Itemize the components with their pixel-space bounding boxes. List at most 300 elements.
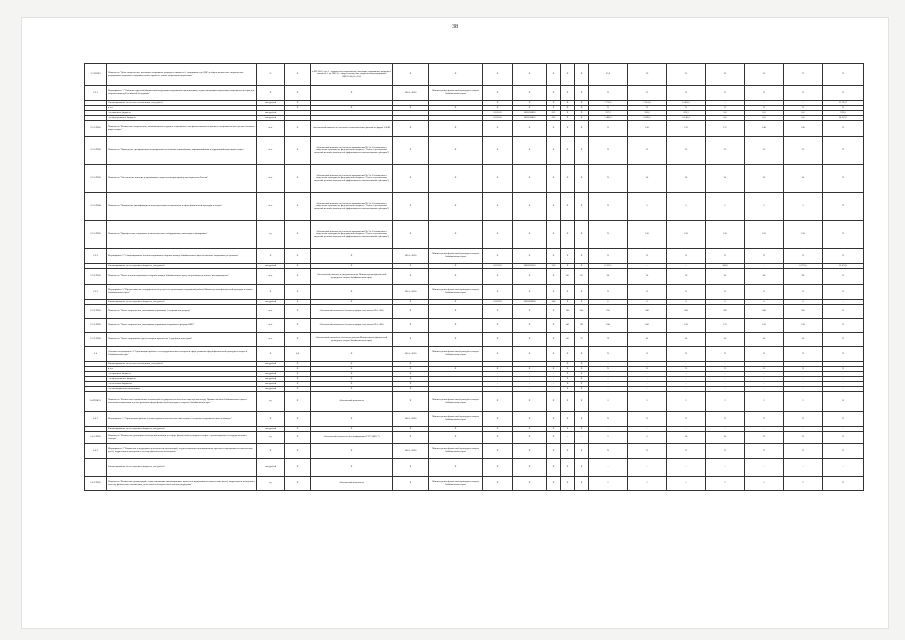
- row-period: X: [393, 269, 429, 285]
- row-method: X: [311, 444, 393, 459]
- row-description: Мероприятие 1 "Организация работы с целью привлечения частных инвесторов к созданию спортивных школ в кампусе": [107, 412, 257, 427]
- row-period: X: [393, 459, 429, 477]
- row-base-2: X: [575, 106, 589, 111]
- row-base-1: X: [561, 285, 575, 300]
- row-value-4: 250: [706, 305, 745, 319]
- row-description: Показатель "Количество спортсменов, занимающихся в группах спортивного совершенствования и высшего спортивного мастерства в базовых видах спорта": [107, 121, 257, 137]
- row-kbk-csr: X: [513, 249, 547, 264]
- row-value-5: X: [745, 285, 784, 300]
- row-kbk-vr: X: [547, 367, 561, 372]
- table-row: [85, 305, 864, 319]
- row-period: X: [393, 432, 429, 444]
- row-period: 2014 - 2020: [393, 412, 429, 427]
- row-period: X: [393, 372, 429, 377]
- row-kbk-csr: X: [513, 477, 547, 491]
- row-value-5: -: [745, 459, 784, 477]
- row-code: 2.3.1 ПМ4: [85, 193, 107, 221]
- row-value-7: 913,0: [823, 111, 864, 116]
- row-description: Мероприятие 1 "Оказание адресной финансовой поддержки спортивным организациям, осуществляющим подготовку спортивного резерва для сборных команд Российской Федерации": [107, 86, 257, 101]
- row-kbk-vr: -: [547, 382, 561, 387]
- row-description: Финансирование за счет краевого бюджета, тыс.рублей: [107, 427, 257, 432]
- row-code: 2.3.1: [85, 86, 107, 101]
- row-kbk-csr: X: [513, 165, 547, 193]
- row-value-6: 30: [784, 165, 823, 193]
- row-base-2: X: [575, 387, 589, 392]
- row-kbk-vr: X: [547, 305, 561, 319]
- row-description: Показатель "Приобретение спортивно-технологического оборудования, инвентаря и экипировки": [107, 221, 257, 249]
- row-value-5: X: [745, 412, 784, 427]
- row-value-5: X: [745, 367, 784, 372]
- row-value-6: 35: [784, 137, 823, 165]
- row-kbk-csr: X: [513, 193, 547, 221]
- row-kbk-grbs: X: [483, 165, 513, 193]
- row-value-2: 43: [628, 333, 667, 347]
- row-base-2: X: [575, 221, 589, 249]
- row-weight: X: [285, 444, 311, 459]
- row-value-7: X: [823, 477, 864, 491]
- row-unit: тыс.рублей: [257, 372, 285, 377]
- row-value-5: 30: [745, 165, 784, 193]
- row-kbk-vr: X: [547, 121, 561, 137]
- row-responsible: X: [429, 193, 483, 221]
- row-value-6: X: [784, 412, 823, 427]
- row-value-4: -: [706, 427, 745, 432]
- row-value-5: 90: [745, 269, 784, 285]
- row-value-1: X: [589, 367, 628, 372]
- row-value-5: 2: [745, 477, 784, 491]
- row-kbk-grbs: X: [483, 101, 513, 106]
- row-kbk-grbs: X: [483, 427, 513, 432]
- row-kbk-vr: X: [547, 432, 561, 444]
- row-description: Показатель "Количество договоров спонсорской помощи и в сфере физической культуры и спорта с организациями негосударственного сектора": [107, 432, 257, 444]
- row-code: 2.3.1 ПМ5: [85, 221, 107, 249]
- row-base-2: 85: [575, 269, 589, 285]
- row-base-1: 241: [561, 319, 575, 333]
- table-row: [85, 221, 864, 249]
- row-value-6: X: [784, 444, 823, 459]
- row-value-6: -: [784, 377, 823, 382]
- table-row: [85, 432, 864, 444]
- row-unit: тыс.рублей: [257, 362, 285, 367]
- row-unit: тыс.рублей: [257, 459, 285, 477]
- row-kbk-vr: X: [547, 427, 561, 432]
- row-period: 2014 - 2020: [393, 86, 429, 101]
- row-value-3: 150: [667, 221, 706, 249]
- row-unit: тыс.рублей: [257, 101, 285, 106]
- row-value-3: -: [667, 459, 706, 477]
- row-value-5: X: [745, 444, 784, 459]
- row-value-5: -: [745, 372, 784, 377]
- row-value-1: X: [589, 121, 628, 137]
- row-base-1: X: [561, 137, 575, 165]
- row-weight: X: [285, 362, 311, 367]
- row-value-3: 323,2: [667, 111, 706, 116]
- row-weight: X: [285, 459, 311, 477]
- row-value-4: 30: [706, 165, 745, 193]
- row-base-1: X: [561, 264, 575, 269]
- row-description: в т.ч.: [107, 106, 257, 111]
- row-value-3: X: [667, 367, 706, 372]
- table-row: [85, 444, 864, 459]
- row-kbk-csr: -: [513, 382, 547, 387]
- row-value-6: -: [784, 382, 823, 387]
- row-kbk-csr: X: [513, 64, 547, 86]
- row-description: Финансирование за счет краевого бюджета, тыс.рублей: [107, 264, 257, 269]
- row-description: Показатель "Число спортсменов, показавших нормативы спортивного разряда КМС": [107, 319, 257, 333]
- row-kbk-csr: X: [513, 86, 547, 101]
- row-method: Абсолютный показатель (согласно форме отчетности № 1-ФК): [311, 319, 393, 333]
- row-base-2: X: [575, 193, 589, 221]
- row-unit: чел.: [257, 269, 285, 285]
- row-description: Мероприятие 2 "Стимулирование членов спортивных сборных команд Забайкальского края за высокие спортивные результаты": [107, 249, 257, 264]
- row-kbk-grbs: X: [483, 121, 513, 137]
- row-period: X: [393, 221, 429, 249]
- row-unit: тыс.рублей: [257, 264, 285, 269]
- row-kbk-grbs: X: [483, 106, 513, 111]
- row-weight: 0,4: [285, 347, 311, 362]
- row-period: X: [393, 427, 429, 432]
- table-row: [85, 285, 864, 300]
- row-weight: X: [285, 249, 311, 264]
- row-kbk-vr: X: [547, 285, 561, 300]
- row-value-3: 0: [667, 300, 706, 305]
- row-kbk-csr: X: [513, 427, 547, 432]
- table-row: [85, 86, 864, 101]
- row-base-2: X: [575, 116, 589, 121]
- row-value-4: X: [706, 347, 745, 362]
- row-unit: X: [257, 412, 285, 427]
- row-responsible: X: [429, 432, 483, 444]
- row-period: 2014 - 2020: [393, 285, 429, 300]
- row-value-2: X: [628, 412, 667, 427]
- row-description: Показатель "Число спортивных судей, которым присвоены 3 судейские категории": [107, 333, 257, 347]
- row-value-7: -: [823, 300, 864, 305]
- row-value-5: 25: [745, 64, 784, 86]
- row-kbk-grbs: X: [483, 193, 513, 221]
- row-value-7: -: [823, 382, 864, 387]
- row-value-2: -: [628, 372, 667, 377]
- row-value-4: X: [706, 106, 745, 111]
- row-value-7: X: [823, 285, 864, 300]
- row-value-3: X: [667, 444, 706, 459]
- row-kbk-csr: X: [513, 285, 547, 300]
- row-method: Абсолютный показатель (согласно приложению № 3 к Соглашению о выделении субсидии из федерального бюджета "Отчет о достижении значений целевых показателей эффективности использования субсидии"): [311, 137, 393, 165]
- row-method: X: [311, 86, 393, 101]
- row-value-3: 1: [667, 477, 706, 491]
- row-unit: X: [257, 347, 285, 362]
- row-value-2: 0: [628, 300, 667, 305]
- row-value-4: X: [706, 412, 745, 427]
- row-value-1: -: [589, 377, 628, 382]
- row-value-3: 6 140,4: [667, 116, 706, 121]
- row-description: в т.ч.: [107, 367, 257, 372]
- table-row: [85, 137, 864, 165]
- row-value-4: X: [706, 86, 745, 101]
- row-value-3: -: [667, 427, 706, 432]
- row-value-6: 6 675,0: [784, 264, 823, 269]
- row-value-3: -: [667, 372, 706, 377]
- row-value-7: 20 319,7: [823, 116, 864, 121]
- row-value-2: X: [628, 106, 667, 111]
- row-unit: тыс.рублей: [257, 116, 285, 121]
- row-responsible: X: [429, 264, 483, 269]
- row-period: X: [393, 193, 429, 221]
- row-weight: X: [285, 412, 311, 427]
- row-unit: чел.: [257, 137, 285, 165]
- row-value-4: 0,0: [706, 111, 745, 116]
- row-value-1: X: [589, 221, 628, 249]
- row-value-7: X: [823, 86, 864, 101]
- row-value-2: 1: [628, 477, 667, 491]
- row-base-2: X: [575, 412, 589, 427]
- row-base-1: 60: [561, 333, 575, 347]
- row-value-2: 352,6: [628, 111, 667, 116]
- row-value-3: X: [667, 412, 706, 427]
- row-method: X: [311, 367, 393, 372]
- row-value-4: X: [706, 444, 745, 459]
- row-base-1: X: [561, 121, 575, 137]
- row-value-6: 150: [784, 221, 823, 249]
- row-base-2: X: [575, 444, 589, 459]
- row-description: Финансирование за счет всех источников, тыс.рублей: [107, 362, 257, 367]
- row-weight: X: [285, 377, 311, 382]
- row-kbk-grbs: -: [483, 382, 513, 387]
- row-base-1: X: [561, 477, 575, 491]
- row-weight: X: [285, 165, 311, 193]
- row-unit: чел.: [257, 165, 285, 193]
- row-value-7: -: [823, 427, 864, 432]
- row-value-2: 10: [628, 269, 667, 285]
- row-unit: %: [257, 64, 285, 86]
- row-kbk-vr: X: [547, 333, 561, 347]
- row-unit: чел.: [257, 305, 285, 319]
- row-description: Показатель "Проведение тренировочных мероприятий по базовым олимпийским, паралимпийским и сурдлимпийским видам спорта": [107, 137, 257, 165]
- row-value-7: X: [823, 165, 864, 193]
- row-base-2: X: [575, 121, 589, 137]
- row-weight: X: [285, 300, 311, 305]
- row-value-4: 113: [706, 319, 745, 333]
- row-kbk-csr: -: [513, 387, 547, 392]
- row-kbk-grbs: X: [483, 477, 513, 491]
- row-kbk-csr: X: [513, 221, 547, 249]
- row-unit: чел.: [257, 193, 285, 221]
- table-body: [85, 64, 864, 491]
- row-value-5: 0: [745, 300, 784, 305]
- row-value-1: 2: [589, 392, 628, 412]
- row-kbk-grbs: X: [483, 367, 513, 372]
- row-value-7: X: [823, 269, 864, 285]
- row-value-2: -: [628, 382, 667, 387]
- row-value-3: -: [667, 377, 706, 382]
- row-base-2: X: [575, 367, 589, 372]
- row-value-5: 120: [745, 319, 784, 333]
- row-value-5: -: [745, 387, 784, 392]
- row-value-3: 19: [667, 269, 706, 285]
- row-value-1: -: [589, 372, 628, 377]
- row-value-1: -: [589, 427, 628, 432]
- row-responsible: Министерство физической культуры и спорта Забайкальского края: [429, 477, 483, 491]
- row-kbk-csr: X: [513, 444, 547, 459]
- row-value-2: 7 051,8: [628, 101, 667, 106]
- row-value-5: -: [745, 377, 784, 382]
- row-kbk-grbs: 0111103: [483, 116, 513, 121]
- row-description: - из краевого бюджета: [107, 111, 257, 116]
- row-value-4: X: [706, 367, 745, 372]
- row-value-4: X: [706, 285, 745, 300]
- row-base-2: X: [575, 382, 589, 387]
- row-responsible: X: [429, 367, 483, 372]
- row-unit: тыс.рублей: [257, 111, 285, 116]
- table-row: [85, 269, 864, 285]
- row-value-6: -: [784, 387, 823, 392]
- row-value-6: 250: [784, 305, 823, 319]
- row-kbk-csr: X: [513, 392, 547, 412]
- row-period: X: [393, 137, 429, 165]
- row-description: Показатель "Доля спортсменов, имеющих спортивные разряды и звания от 1 спортивного до ЗМС в общем количестве спортсменов-разрядников спортивно-оздоровительных групп на этапах спортивной подготовки": [107, 64, 257, 86]
- row-value-1: X: [589, 444, 628, 459]
- row-value-2: 130: [628, 121, 667, 137]
- row-base-1: X: [561, 444, 575, 459]
- table-row: [85, 319, 864, 333]
- row-value-1: 0: [589, 300, 628, 305]
- row-kbk-vr: X: [547, 101, 561, 106]
- row-code: 2.3.3: [85, 285, 107, 300]
- row-method: Абсолютный показатель: [311, 477, 393, 491]
- row-value-3: 30: [667, 333, 706, 347]
- row-unit: тыс.рублей: [257, 377, 285, 382]
- row-value-6: 0,0: [784, 111, 823, 116]
- row-value-1: 1: [589, 477, 628, 491]
- row-value-6: 30: [784, 333, 823, 347]
- row-value-5: -: [745, 427, 784, 432]
- document-page: [22, 18, 888, 628]
- row-value-5: X: [745, 347, 784, 362]
- row-kbk-csr: X: [513, 333, 547, 347]
- row-value-7: X: [823, 319, 864, 333]
- table-row: [85, 165, 864, 193]
- row-weight: X: [285, 382, 311, 387]
- row-value-6: -: [784, 372, 823, 377]
- table-row: [85, 121, 864, 137]
- row-base-1: X: [561, 86, 575, 101]
- row-base-2: X: [575, 137, 589, 165]
- row-value-3: 14: [667, 432, 706, 444]
- row-value-7: 21 232,7: [823, 101, 864, 106]
- row-period: X: [393, 333, 429, 347]
- row-method: X: [311, 382, 393, 387]
- row-value-3: 120: [667, 319, 706, 333]
- row-kbk-csr: 1820350810: [513, 116, 547, 121]
- row-kbk-vr: 350: [547, 264, 561, 269]
- row-unit: чел.: [257, 333, 285, 347]
- row-value-1: 180: [589, 319, 628, 333]
- row-kbk-grbs: X: [483, 333, 513, 347]
- row-value-5: 35: [745, 137, 784, 165]
- row-period: 2014 - 2020: [393, 347, 429, 362]
- row-description: Показатель "Количество подписанных соглашений государственно-частного партнерства между Правительством Забайкальского края и частными компаниями в целях развития сферы физической культуры и спорта в Забайкальском крае": [107, 392, 257, 412]
- row-weight: X: [285, 221, 311, 249]
- row-value-7: X: [823, 333, 864, 347]
- row-kbk-grbs: X: [483, 347, 513, 362]
- row-kbk-grbs: 0111103: [483, 111, 513, 116]
- row-value-6: -: [784, 362, 823, 367]
- row-value-2: X: [628, 249, 667, 264]
- row-value-6: X: [784, 86, 823, 101]
- row-value-7: X: [823, 347, 864, 362]
- row-kbk-vr: -: [547, 387, 561, 392]
- row-description: Мероприятие 3 "Предоставление государственной услуги по организации спортивной работы Министерством физической культуры и спорта Забайкальского края": [107, 285, 257, 300]
- row-responsible: X: [429, 333, 483, 347]
- row-unit: X: [257, 444, 285, 459]
- row-code: [85, 459, 107, 477]
- row-kbk-grbs: X: [483, 444, 513, 459]
- row-value-1: X: [589, 285, 628, 300]
- row-weight: X: [285, 269, 311, 285]
- row-value-4: 23: [706, 64, 745, 86]
- row-kbk-grbs: 0111103: [483, 300, 513, 305]
- row-base-2: X: [575, 377, 589, 382]
- row-base-2: X: [575, 300, 589, 305]
- row-kbk-vr: 612: [547, 116, 561, 121]
- row-weight: X: [285, 64, 311, 86]
- row-value-1: 7 718,1: [589, 101, 628, 106]
- row-value-7: X: [823, 444, 864, 459]
- row-value-1: -: [589, 362, 628, 367]
- row-kbk-vr: X: [547, 249, 561, 264]
- row-kbk-grbs: X: [483, 319, 513, 333]
- row-value-5: 150: [745, 221, 784, 249]
- row-value-6: 90: [784, 269, 823, 285]
- row-value-1: X: [589, 249, 628, 264]
- row-unit: X: [257, 249, 285, 264]
- row-base-1: X: [561, 382, 575, 387]
- row-weight: X: [285, 432, 311, 444]
- row-description: Показатель "Обеспечение питания и проживания спортсменов при проведении первенств России": [107, 165, 257, 193]
- row-description: Финансирование за счет всех источников, тыс.рублей: [107, 101, 257, 106]
- row-unit: ед.: [257, 392, 285, 412]
- row-period: X: [393, 362, 429, 367]
- row-value-7: X: [823, 367, 864, 372]
- row-kbk-csr: 1820390000: [513, 300, 547, 305]
- row-value-4: -: [706, 362, 745, 367]
- row-method: Абсолютный показатель (по информации ГУЗ "ДЮС"): [311, 432, 393, 444]
- row-unit: X: [257, 285, 285, 300]
- row-kbk-vr: -: [547, 372, 561, 377]
- row-weight: X: [285, 86, 311, 101]
- row-method: Абсолютный показатель (согласно приложению № 3 к Соглашению о выделении субсидии из федерального бюджета "Отчет о достижении значений целевых показателей эффективности использования субсидии"): [311, 165, 393, 193]
- row-value-2: 240: [628, 305, 667, 319]
- row-base-1: -: [561, 432, 575, 444]
- row-base-1: X: [561, 106, 575, 111]
- row-base-1: X: [561, 459, 575, 477]
- row-base-2: X: [575, 165, 589, 193]
- row-description: Финансирование за счет краевого бюджета, тыс.рублей: [107, 300, 257, 305]
- row-kbk-csr: X: [513, 459, 547, 477]
- row-value-4: -: [706, 372, 745, 377]
- row-value-7: -: [823, 372, 864, 377]
- row-description: Показатель "Количество организаций, осуществляющих инновационные проекты и программы по вовлечению детей, подростков и молодежи в систему физического воспитания, деятельность которых была оказана поддержка": [107, 477, 257, 491]
- row-value-5: 140: [745, 121, 784, 137]
- row-value-4: 0,0: [706, 116, 745, 121]
- row-value-2: 5: [628, 193, 667, 221]
- row-unit: ед.: [257, 477, 285, 491]
- row-value-2: 150: [628, 221, 667, 249]
- row-weight: X: [285, 285, 311, 300]
- row-value-1: 90: [589, 269, 628, 285]
- row-value-2: -: [628, 264, 667, 269]
- row-description: - из федерального бюджета: [107, 377, 257, 382]
- row-unit: X: [257, 86, 285, 101]
